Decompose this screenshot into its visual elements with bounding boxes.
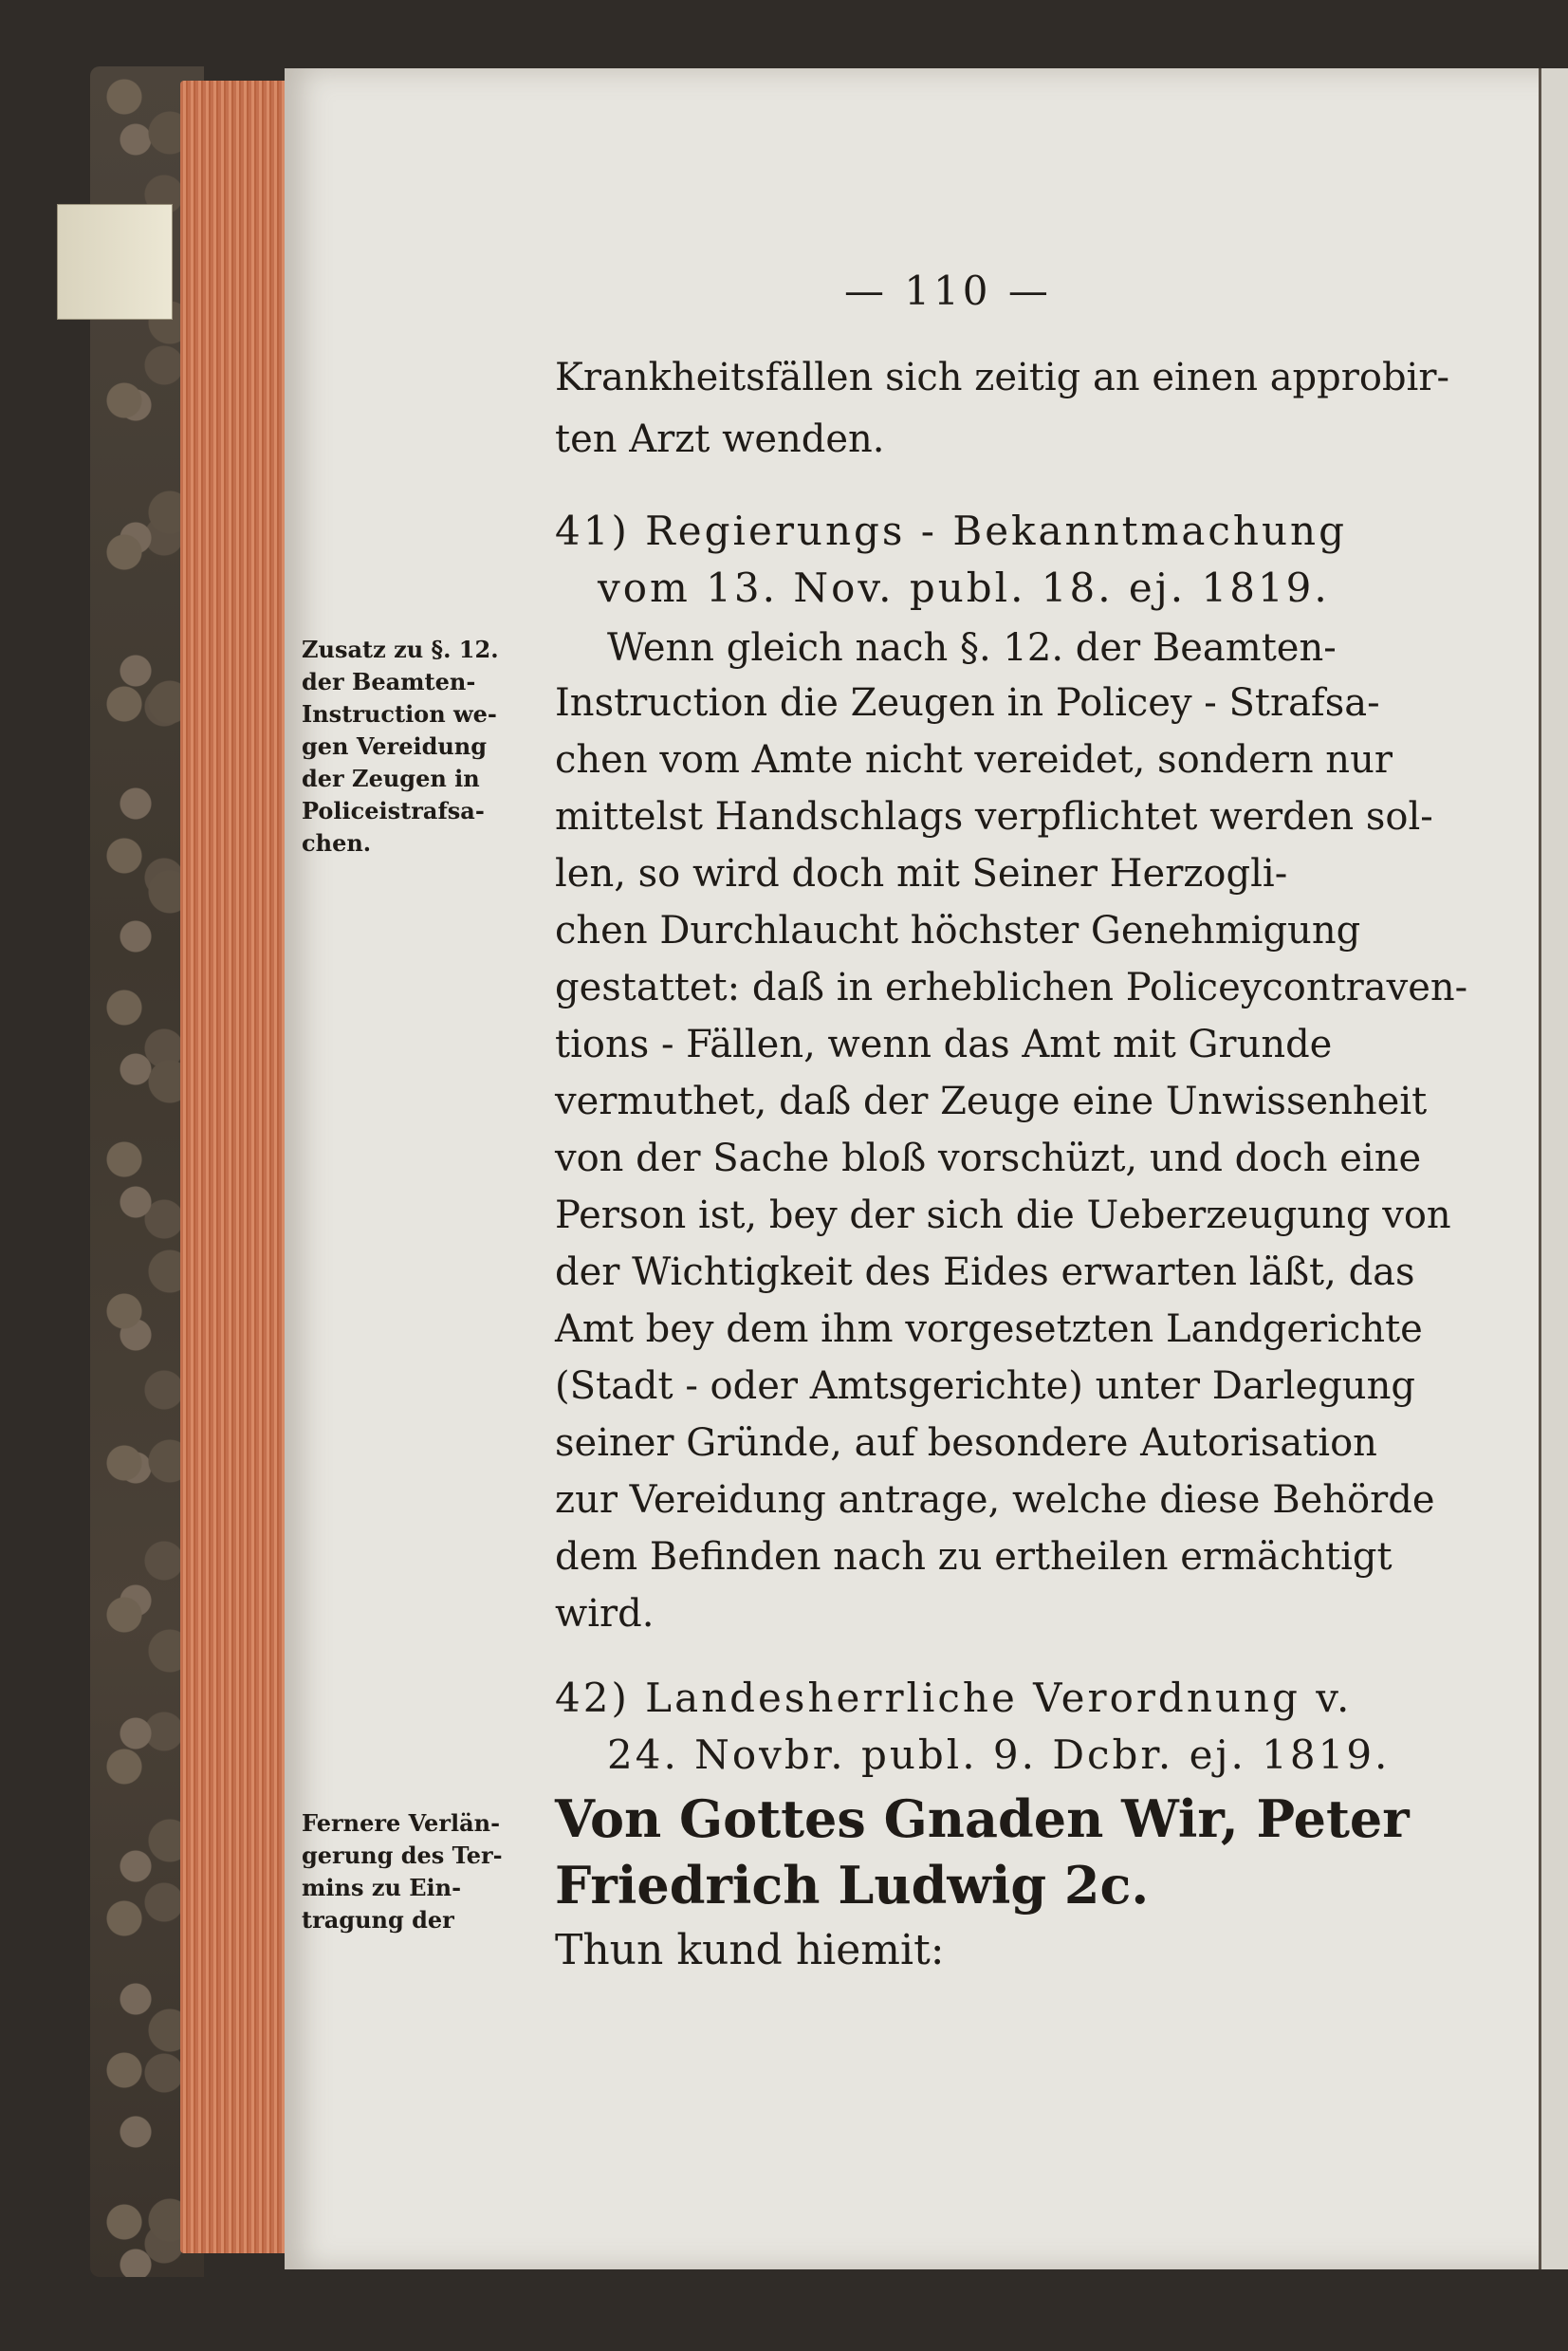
section-41-heading: 41) Regierungs - Bekanntmachung — [555, 508, 1347, 554]
text-line: Wenn gleich nach §. 12. der Beamten- — [607, 626, 1337, 670]
text-line: Person ist, bey der sich die Ueberzeugung von — [555, 1194, 1451, 1237]
text-line: Instruction die Zeugen in Policey - Strafsa- — [555, 681, 1380, 725]
margin-note-line: Fernere Verlän- — [302, 1809, 501, 1837]
margin-note-line: tragung der — [302, 1906, 454, 1934]
margin-note-line: chen. — [302, 829, 372, 857]
text-line: dem Befinden nach zu ertheilen ermächtigt — [555, 1535, 1393, 1579]
text-line: Amt bey dem ihm vorgesetzten Landgerichte — [555, 1307, 1423, 1351]
margin-note-line: gerung des Ter- — [302, 1842, 503, 1869]
margin-note-line: der Zeugen in — [302, 765, 480, 792]
text-line: seiner Gründe, auf besondere Autorisation — [555, 1421, 1377, 1465]
text-line: von der Sache bloß vorschüzt, und doch eine — [555, 1137, 1422, 1180]
text-line: ten Arzt wenden. — [555, 417, 885, 461]
text-line: chen Durchlaucht höchster Genehmigung — [555, 909, 1361, 953]
text-line: tions - Fällen, wenn das Amt mit Grunde — [555, 1023, 1333, 1066]
text-line: wird. — [555, 1592, 655, 1636]
text-line: der Wichtigkeit des Eides erwarten läßt, das — [555, 1250, 1415, 1294]
text-line: chen vom Amte nicht vereidet, sondern nur — [555, 738, 1393, 782]
text-line: (Stadt - oder Amtsgerichte) unter Darlegung — [555, 1364, 1415, 1408]
page-edges — [180, 81, 299, 2253]
margin-note-line: Policeistrafsa- — [302, 797, 485, 824]
text-line: gestattet: daß in erheblichen Policeycontraven- — [555, 966, 1468, 1009]
text-line: len, so wird doch mit Seiner Herzogli- — [555, 852, 1288, 896]
bookmark-tab — [57, 204, 173, 320]
section-42-date: 24. Novbr. publ. 9. Dcbr. ej. 1819. — [607, 1731, 1391, 1778]
margin-note-line: Zusatz zu §. 12. — [302, 636, 499, 663]
text-line: Thun kund hiemit: — [555, 1926, 945, 1974]
decree-opening: Von Gottes Gnaden Wir, Peter — [555, 1788, 1410, 1849]
text-line: mittelst Handschlags verpflichtet werden sol- — [555, 795, 1433, 839]
next-page-edge — [1539, 68, 1568, 2269]
margin-note-line: gen Vereidung — [302, 732, 488, 760]
section-41-date: vom 13. Nov. publ. 18. ej. 1819. — [598, 565, 1330, 611]
page-number: — 110 — — [844, 268, 1052, 314]
decree-opening: Friedrich Ludwig 2c. — [555, 1855, 1150, 1916]
section-42-heading: 42) Landesherrliche Verordnung v. — [555, 1675, 1353, 1721]
text-line: vermuthet, daß der Zeuge eine Unwissenheit — [555, 1080, 1428, 1123]
text-line: zur Vereidung antrage, welche diese Behörde — [555, 1478, 1435, 1522]
margin-note-line: mins zu Ein- — [302, 1874, 462, 1901]
margin-note-line: der Beamten- — [302, 668, 476, 695]
margin-note-line: Instruction we- — [302, 700, 497, 728]
text-line: Krankheitsfällen sich zeitig an einen approbir- — [555, 356, 1449, 399]
